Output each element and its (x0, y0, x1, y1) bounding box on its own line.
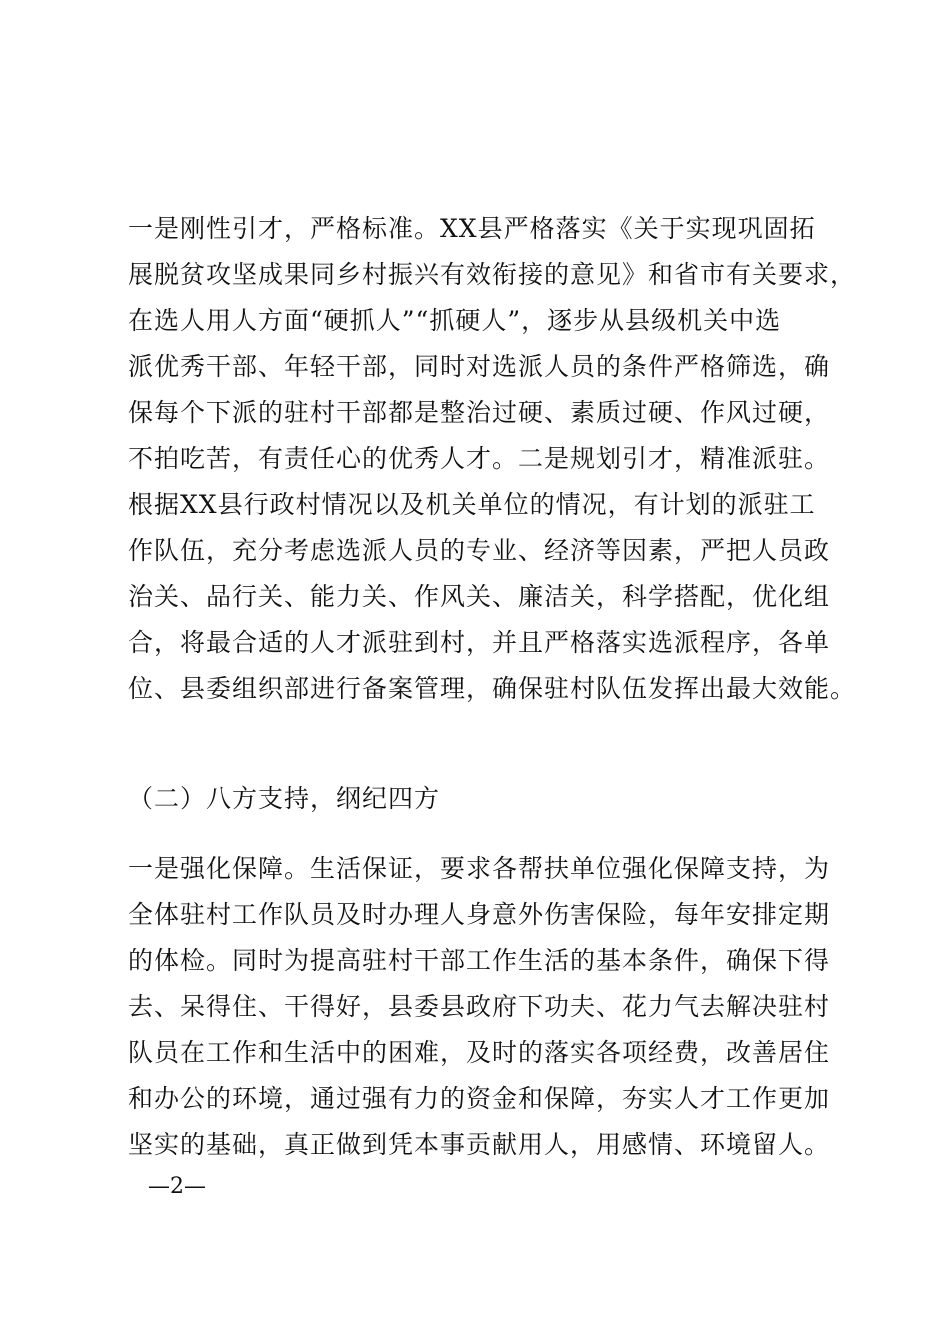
text-line: 的体检。同时为提高驻村干部工作生活的基本条件，确保下得 (128, 946, 831, 975)
text-line: 根据XX县行政村情况以及机关单位的情况，有计划的派驻工 (128, 490, 816, 519)
section-heading (128, 776, 848, 822)
text-line: 派优秀干部、年轻干部，同时对选派人员的条件严格筛选，确 (128, 352, 831, 381)
text-line: 不拍吃苦，有责任心的优秀人才。二是规划引才，精准派驻。 (128, 444, 831, 473)
text-line: 展脱贫攻坚成果同乡村振兴有效衔接的意见》和省市有关要求， (128, 260, 857, 289)
paragraph-support-guarantee (128, 846, 848, 1168)
text-line: 一是刚性引才，严格标准。XX县严格落实《关于实现巩固拓 (128, 214, 816, 243)
text-line: 作队伍，充分考虑选派人员的专业、经济等因素，严把人员政 (128, 536, 831, 565)
text-line: 和办公的环境，通过强有力的资金和保障，夯实人才工作更加 (128, 1084, 831, 1113)
text-line: 合，将最合适的人才派驻到村，并且严格落实选派程序，各单 (128, 628, 831, 657)
text-line: 去、呆得住、干得好，县委县政府下功夫、花力气去解决驻村 (128, 992, 831, 1021)
text-line: 队员在工作和生活中的困难，及时的落实各项经费，改善居住 (128, 1038, 831, 1067)
section-heading-text: （二）八方支持，纲纪四方 (128, 784, 441, 813)
paragraph-talent-introduction (128, 206, 857, 712)
text-line: 保每个下派的驻村干部都是整治过硬、素质过硬、作风过硬， (128, 398, 831, 427)
text-line: 坚实的基础，真正做到凭本事贡献用人，用感情、环境留人。 (128, 1130, 831, 1159)
text-line: 全体驻村工作队员及时办理人身意外伤害保险，每年安排定期 (128, 900, 831, 929)
text-line: 治关、品行关、能力关、作风关、廉洁关，科学搭配，优化组 (128, 582, 831, 611)
page-number: —2— (148, 1174, 206, 1199)
text-line: 位、县委组织部进行备案管理，确保驻村队伍发挥出最大效能。 (128, 674, 857, 703)
text-line: 一是强化保障。生活保证，要求各帮扶单位强化保障支持，为 (128, 854, 831, 883)
text-line: 在选人用人方面“硬抓人”“抓硬人”，逐步从县级机关中选 (128, 306, 782, 335)
